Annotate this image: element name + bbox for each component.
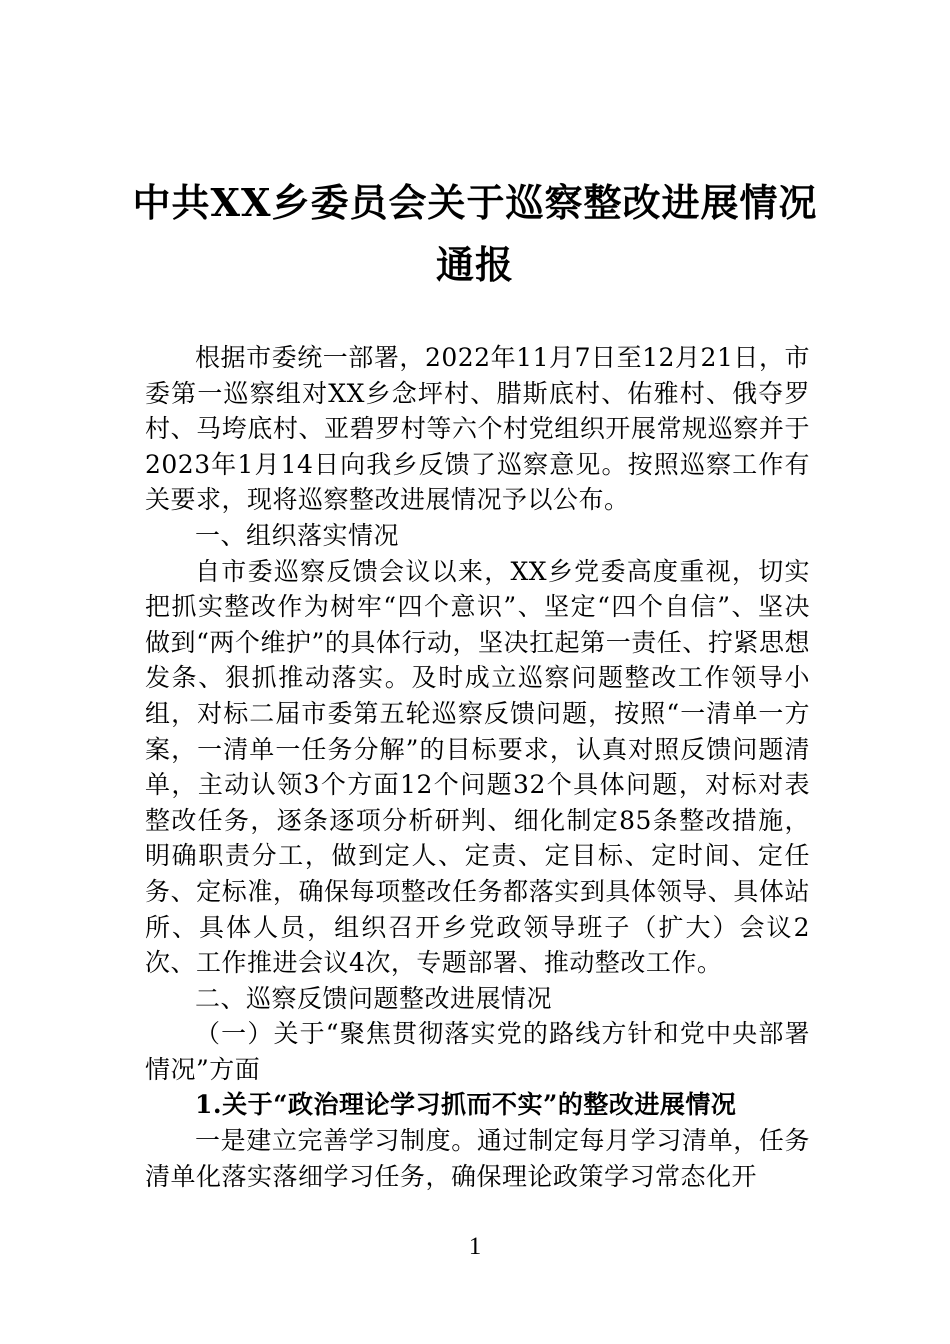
paragraph-study-system: 一是建立完善学习制度。通过制定每月学习清单，任务清单化落实落细学习任务，确保理论政策学习常态化开 — [145, 1126, 810, 1191]
page-number: 1 — [468, 1233, 482, 1260]
paragraph-intro: 根据市委统一部署，2022年11月7日至12月21日，市委第一巡察组对XX乡念坪村、腊斯底村、佑雅村、俄夺罗村、马垮底村、亚碧罗村等六个村党组织开展常规巡察并于2023年1月14日向我乡反馈了巡察意见。按照巡察工作有关要求，现将巡察整改进展情况予以公布。 — [145, 343, 810, 515]
paragraph-organization: 自市委巡察反馈会议以来，XX乡党委高度重视，切实把抓实整改作为树牢“四个意识”、坚定“四个自信”、坚决做到“两个维护”的具体行动，坚决扛起第一责任、拧紧思想发条、狠抓推动落实。及时成立巡察问题整改工作领导小组，对标二届市委第五轮巡察反馈问题，按照“一清单一方案，一清单一任务分解”的目标要求，认真对照反馈问题清单，主动认领3个方面12个问题32个具体问题，对标对表整改任务，逐条逐项分析研判、细化制定85条整改措施，明确职责分工，做到定人、定责、定目标、定时间、定任务、定标准，确保每项整改任务都落实到具体领导、具体站所、具体人员，组织召开乡党政领导班子（扩大）会议2次、工作推进会议4次，专题部署、推动整改工作。 — [145, 556, 810, 978]
section-heading-progress: 二、巡察反馈问题整改进展情况 — [195, 983, 553, 1013]
document-title: 中共XX乡委员会关于巡察整改进展情况通报 — [132, 180, 818, 287]
section-heading-organization: 一、组织落实情况 — [195, 520, 400, 550]
item-heading-1: 1.关于“政治理论学习抓而不实”的整改进展情况 — [195, 1090, 737, 1120]
subsection-heading-1: （一）关于“聚焦贯彻落实党的路线方针和党中央部署情况”方面 — [145, 1019, 810, 1084]
document-body — [145, 340, 810, 1194]
